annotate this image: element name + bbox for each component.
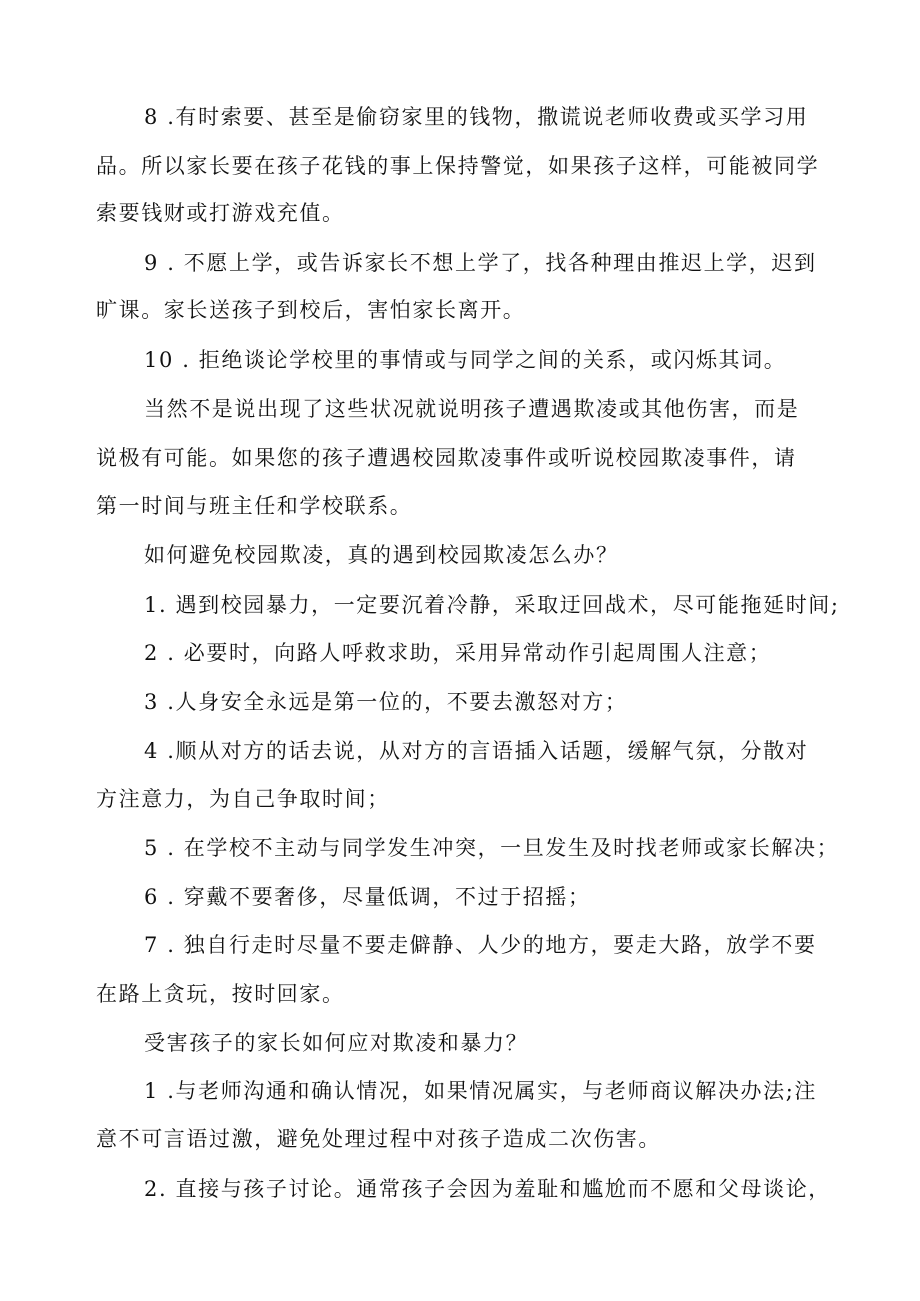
- paragraph-line: 9 . 不愿上学，或告诉家长不想上学了，找各种理由推迟上学，迟到: [144, 251, 817, 275]
- paragraph-line: 说极有可能。如果您的孩子遭遇校园欺凌事件或听说校园欺凌事件，请: [96, 446, 797, 470]
- list-item: 3 .人身安全永远是第一位的，不要去激怒对方；: [144, 690, 628, 714]
- paragraph-line: 8 .有时索要、甚至是偷窃家里的钱物，撒谎说老师收费或买学习用: [144, 105, 809, 129]
- list-item: 2 . 必要时，向路人呼救求助，采用异常动作引起周围人注意；: [144, 641, 772, 665]
- paragraph-line: 第一时间与班主任和学校联系。: [96, 494, 413, 518]
- list-item: 在路上贪玩，按时回家。: [96, 982, 345, 1006]
- list-item: 意不可言语过激，避免处理过程中对孩子造成二次伤害。: [96, 1127, 661, 1151]
- list-item: 2. 直接与孩子讨论。通常孩子会因为羞耻和尴尬而不愿和父母谈论，: [144, 1177, 831, 1201]
- paragraph-line: 品。所以家长要在孩子花钱的事上保持警觉，如果孩子这样，可能被同学: [96, 154, 820, 178]
- list-item: 6 . 穿戴不要奢侈，尽量低调，不过于招摇；: [144, 885, 591, 909]
- list-item: 方注意力，为自己争取时间；: [96, 787, 390, 811]
- section-heading: 受害孩子的家长如何应对欺凌和暴力？: [144, 1031, 529, 1055]
- list-item: 5 . 在学校不主动与同学发生冲突，一旦发生及时找老师或家长解决；: [144, 836, 840, 860]
- paragraph-line: 索要钱财或打游戏充值。: [96, 201, 345, 225]
- paragraph-line: 旷课。家长送孩子到校后，害怕家长离开。: [96, 298, 526, 322]
- section-heading: 如何避免校园欺凌，真的遇到校园欺凌怎么办？: [144, 543, 619, 567]
- list-item: 7 . 独自行走时尽量不要走僻静、人少的地方，要走大路，放学不要: [144, 933, 817, 957]
- list-item: 1 .与老师沟通和确认情况，如果情况属实，与老师商议解决办法;注: [144, 1079, 817, 1103]
- list-item: 4 .顺从对方的话去说，从对方的言语插入话题，缓解气氛，分散对: [144, 739, 809, 763]
- paragraph-line: 10 . 拒绝谈论学校里的事情或与同学之间的关系，或闪烁其词。: [144, 348, 787, 372]
- paragraph-line: 当然不是说出现了这些状况就说明孩子遭遇欺凌或其他伤害，而是: [144, 397, 800, 421]
- list-item: 1. 遇到校园暴力，一定要沉着冷静，采取迂回战术，尽可能拖延时间;: [144, 593, 840, 617]
